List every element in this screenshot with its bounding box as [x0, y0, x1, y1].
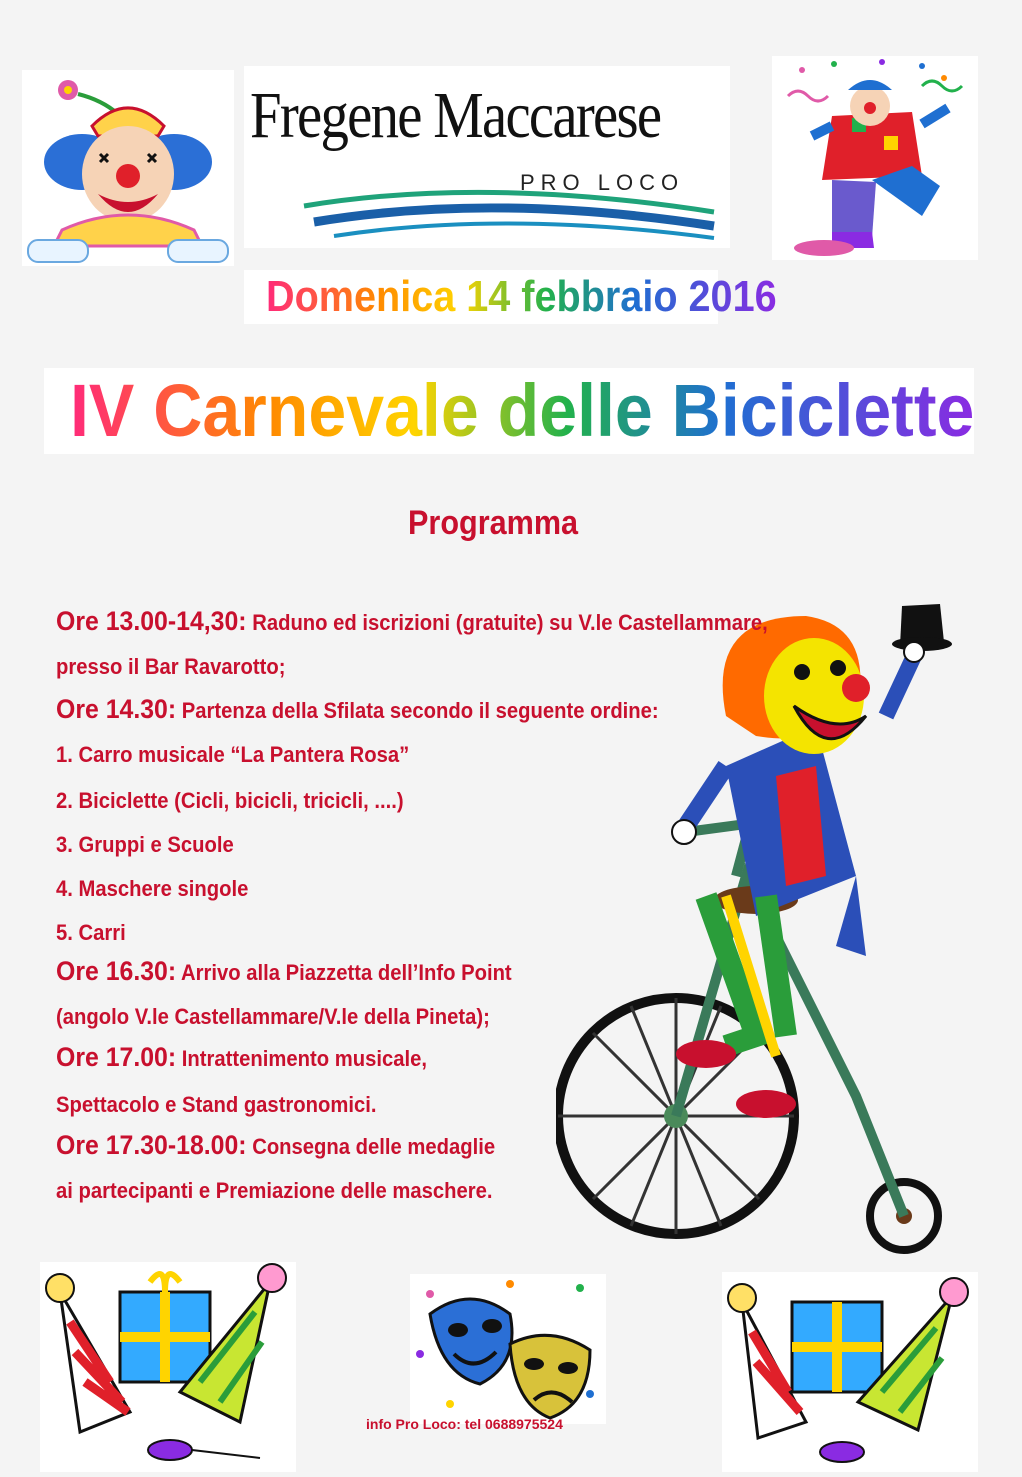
logo-title: Fregene Maccarese [250, 79, 661, 152]
event-title-box [44, 368, 974, 454]
program-line: ai partecipanti e Premiazione delle maschere. [56, 1178, 493, 1203]
program-line: Spettacolo e Stand gastronomici. [56, 1092, 377, 1117]
dancing-clown-icon [772, 56, 978, 260]
program-line: Ore 14.30: Partenza della Sfilata secondo il seguente ordine: [56, 694, 659, 724]
program-line: 3. Gruppi e Scuole [56, 832, 234, 857]
party-hats-left-icon [40, 1262, 296, 1472]
program-line: 2. Biciclette (Cicli, bicicli, tricicli, ....) [56, 788, 404, 813]
program-line: 5. Carri [56, 920, 126, 945]
program-line: (angolo V.le Castellammare/V.le della Pineta); [56, 1004, 490, 1029]
program-line: presso il Bar Ravarotto; [56, 654, 286, 679]
program-line: Ore 16.30: Arrivo alla Piazzetta dell’Info Point [56, 956, 512, 986]
clown-on-bicycle-icon [556, 576, 966, 1268]
event-date-box [244, 270, 777, 324]
logo-subtitle: PRO LOCO [520, 170, 685, 195]
program-line: Ore 13.00-14,30: Raduno ed iscrizioni (gratuite) su V.le Castellammare, [56, 606, 768, 636]
program-line: Ore 17.30-18.00: Consegna delle medaglie [56, 1130, 496, 1160]
program-line: 1. Carro musicale “La Pantera Rosa” [56, 742, 410, 767]
carnival-masks-icon [410, 1274, 606, 1424]
program-heading: Programma [408, 504, 579, 542]
event-date: Domenica 14 febbraio 2016 [266, 272, 777, 321]
footer-info: info Pro Loco: tel 0688975524 [366, 1416, 563, 1432]
event-title: IV Carnevale delle Biciclette [70, 369, 975, 452]
program-line: Ore 17.00: Intrattenimento musicale, [56, 1042, 427, 1072]
pro-loco-logo [244, 66, 730, 248]
logo-waves [244, 186, 730, 248]
program-line: 4. Maschere singole [56, 876, 249, 901]
party-hats-right-icon [722, 1272, 978, 1472]
clown-head-icon [22, 70, 234, 266]
